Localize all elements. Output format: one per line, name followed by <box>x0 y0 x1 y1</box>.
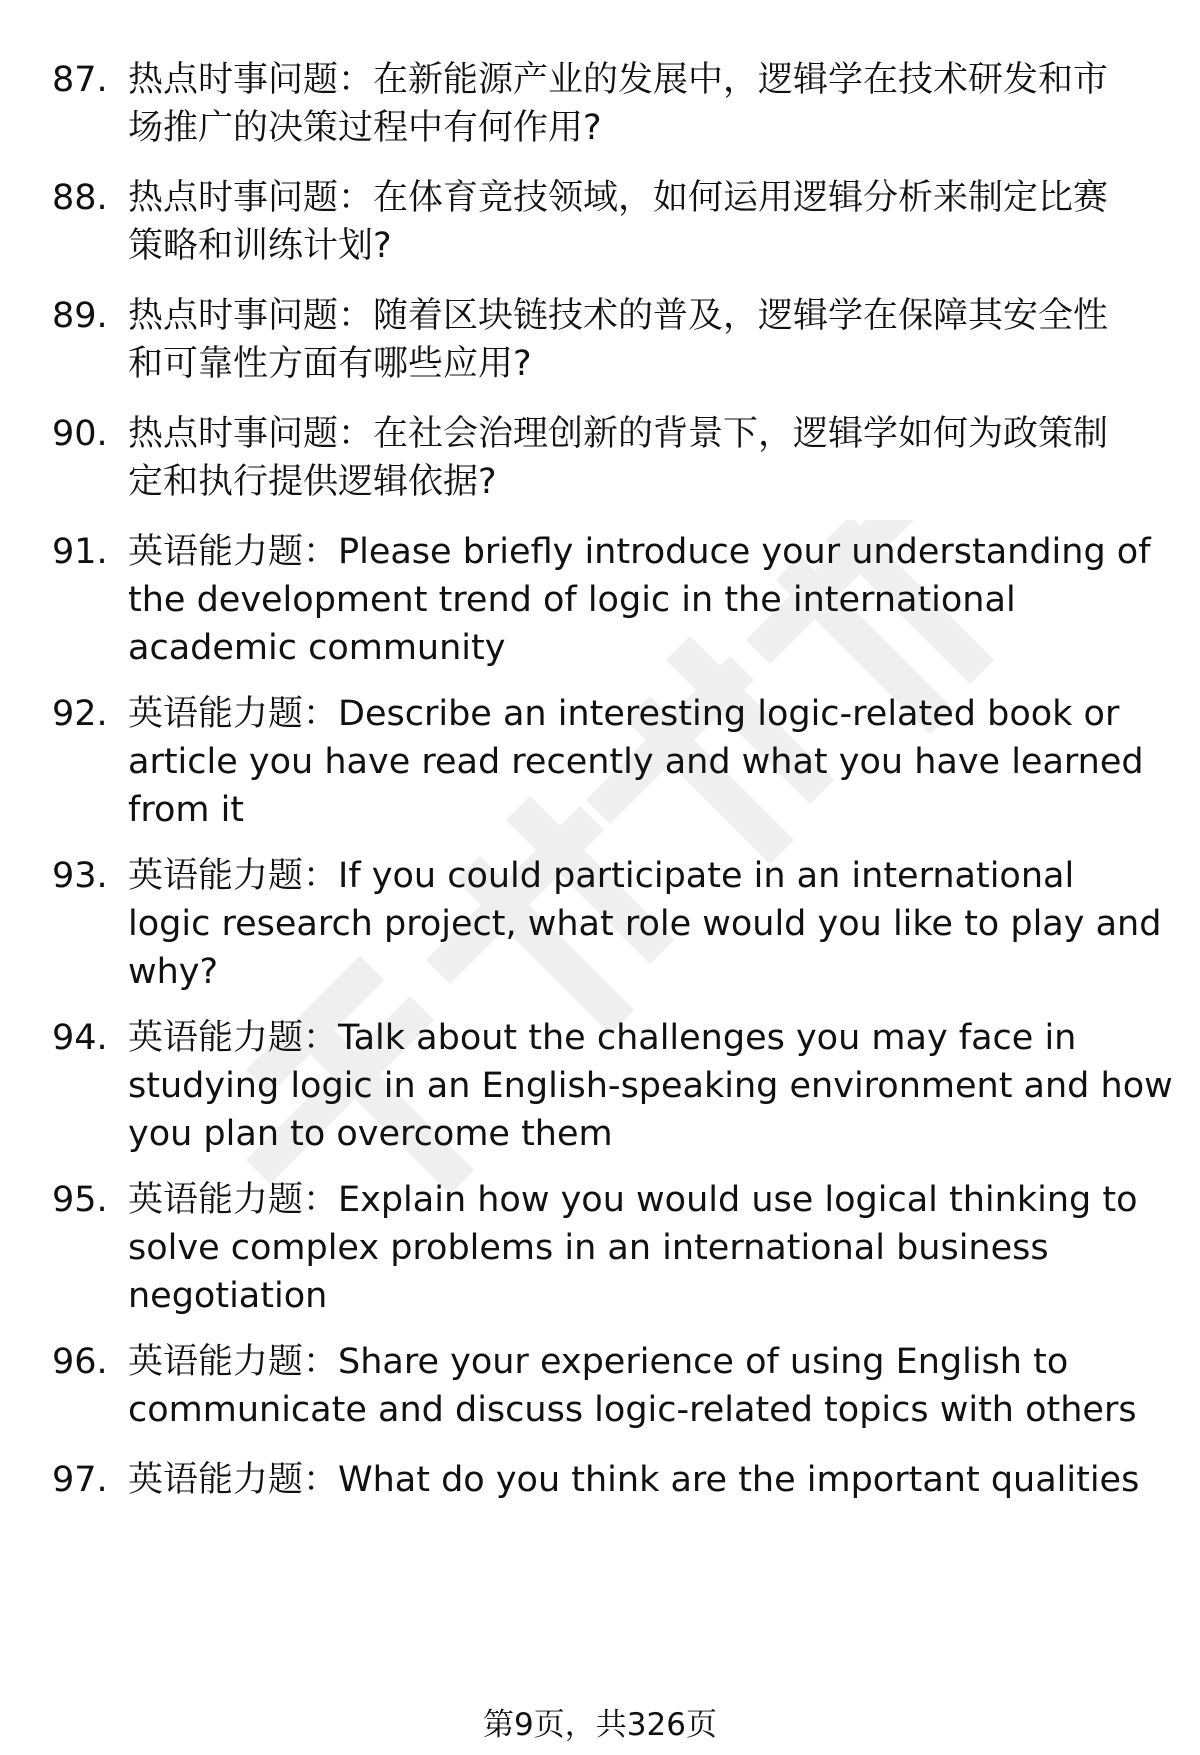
question-line: 场推广的决策过程中有何作用? <box>128 108 602 148</box>
question-line: 英语能力题：What do you think are the important qualities <box>128 1460 1140 1500</box>
question-text <box>128 1014 1200 1158</box>
question-number: 90. <box>52 414 108 454</box>
question-line: 热点时事问题：在体育竞技领域，如何运用逻辑分析来制定比赛 <box>128 178 1109 218</box>
question-line: from it <box>128 790 245 830</box>
question-line: 策略和训练计划? <box>128 226 392 266</box>
question-line: the development trend of logic in the international <box>128 580 1016 620</box>
question-line: negotiation <box>128 1276 328 1316</box>
question-line: studying logic in an English-speaking environment and how <box>128 1066 1173 1106</box>
question-text <box>128 1338 1200 1434</box>
question-number: 91. <box>52 532 108 572</box>
question-line: logic research project, what role would you like to play and <box>128 904 1162 944</box>
question-line: solve complex problems in an international business <box>128 1228 1049 1268</box>
question-number: 95. <box>52 1180 108 1220</box>
question-line: 英语能力题：If you could participate in an international <box>128 856 1075 896</box>
question-text <box>128 528 1200 672</box>
question-text <box>128 690 1200 834</box>
question-text <box>128 410 1200 506</box>
question-line: 热点时事问题：随着区块链技术的普及，逻辑学在保障其安全性 <box>128 296 1109 336</box>
question-text <box>128 852 1200 996</box>
question-line: communicate and discuss logic-related topics with others <box>128 1390 1137 1430</box>
question-line: why? <box>128 952 219 992</box>
question-line: 热点时事问题：在社会治理创新的背景下，逻辑学如何为政策制 <box>128 414 1109 454</box>
question-text <box>128 56 1200 152</box>
question-number: 88. <box>52 178 108 218</box>
question-text <box>128 174 1200 270</box>
question-line: 英语能力题：Talk about the challenges you may face in <box>128 1018 1077 1058</box>
question-line: you plan to overcome them <box>128 1114 613 1154</box>
question-text <box>128 292 1200 388</box>
question-line: 英语能力题：Share your experience of using English to <box>128 1342 1069 1382</box>
question-number: 87. <box>52 60 108 100</box>
question-text <box>128 1176 1200 1320</box>
question-number: 89. <box>52 296 108 336</box>
question-number: 93. <box>52 856 108 896</box>
question-number: 94. <box>52 1018 108 1058</box>
question-line: 英语能力题：Please briefly introduce your understanding of <box>128 532 1151 572</box>
question-line: 和可靠性方面有哪些应用? <box>128 344 532 384</box>
question-number: 97. <box>52 1460 108 1500</box>
question-line: academic community <box>128 628 506 668</box>
question-line: 热点时事问题：在新能源产业的发展中，逻辑学在技术研发和市 <box>128 60 1109 100</box>
question-line: 英语能力题：Explain how you would use logical thinking to <box>128 1180 1138 1220</box>
question-text <box>128 1456 1200 1504</box>
page-footer: 第9页，共326页 <box>483 1707 717 1743</box>
question-line: 英语能力题：Describe an interesting logic-related book or <box>128 694 1120 734</box>
question-number: 92. <box>52 694 108 734</box>
question-number: 96. <box>52 1342 108 1382</box>
question-line: 定和执行提供逻辑依据? <box>128 462 497 502</box>
question-line: article you have read recently and what you have learned <box>128 742 1144 782</box>
